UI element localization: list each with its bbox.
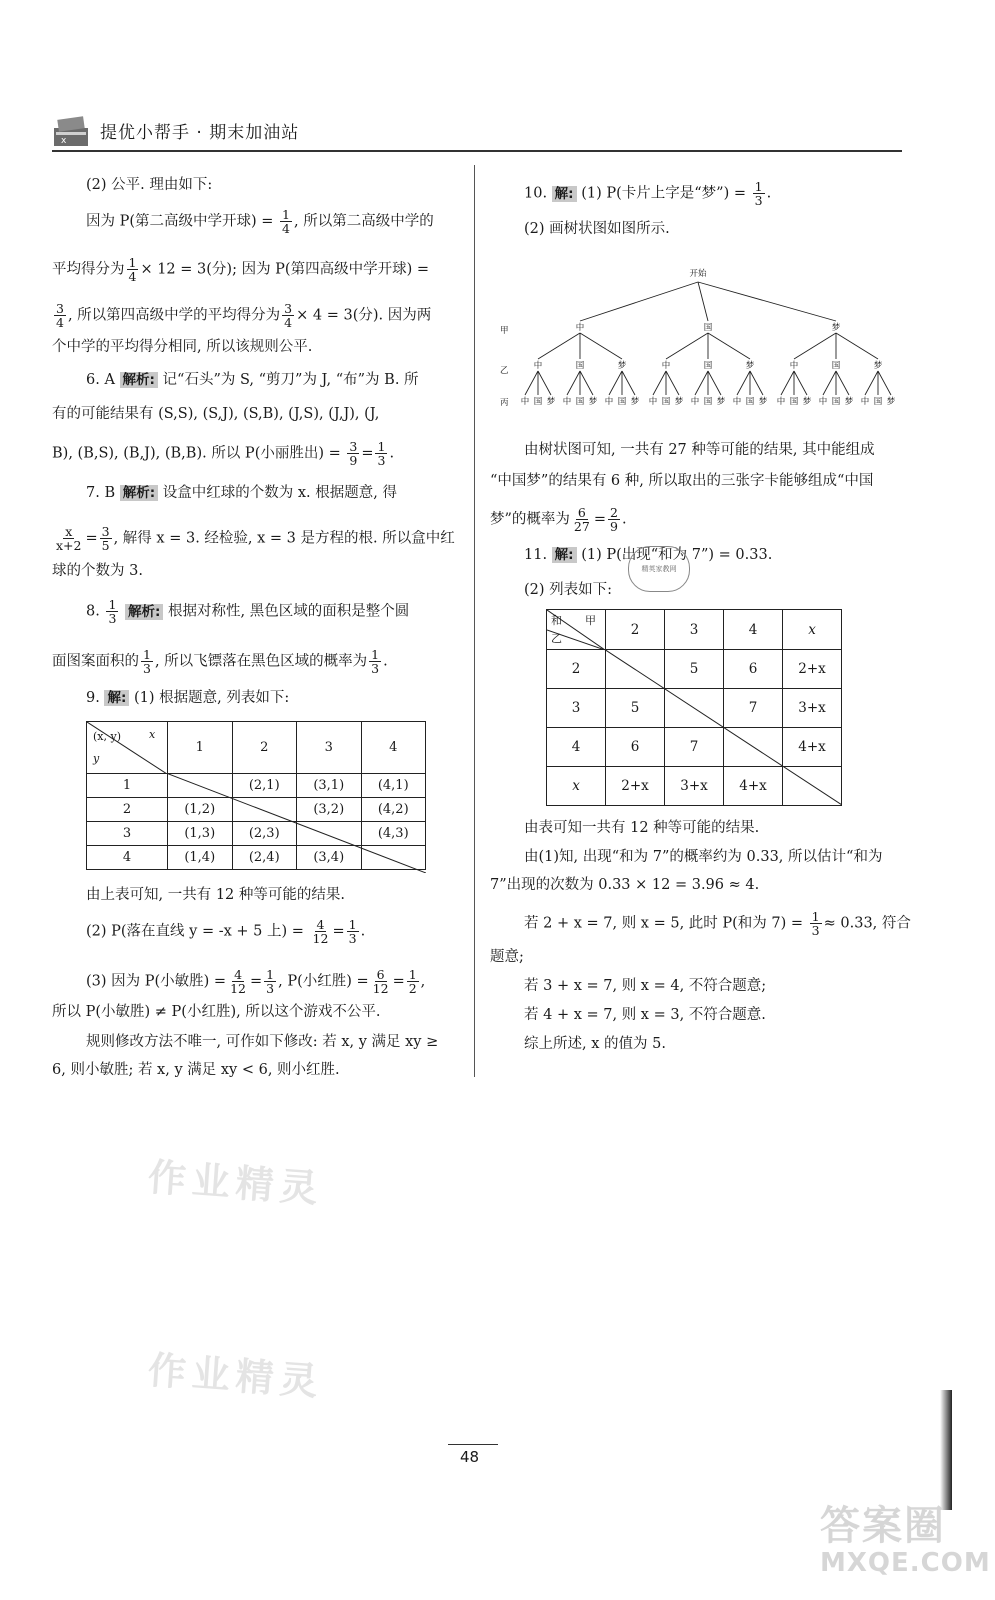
fraction: $\frac{6}{12}$ — [372, 967, 389, 996]
tree-branch — [695, 371, 708, 395]
tree-node-level2: 梦 — [873, 361, 883, 371]
q10-line2: (2) 画树状图如图所示. — [524, 221, 670, 237]
tree-node-level3: 中 — [520, 397, 530, 407]
q9-part2: (2) P(落在直线 y = -x + 5 上) = $\frac{4}{12}$ = $\frac{1}{3}$ . — [86, 917, 366, 946]
q5-line1: 因为 P(第二高级中学开球) = $\frac{1}{4}$ , 所以第二高级中学的 — [86, 207, 434, 236]
q5-part2-heading: (2) 公平. 理由如下: — [86, 177, 213, 193]
q10-after3: 梦”的概率为 $\frac{6}{27}$ = $\frac{2}{9}$ . — [490, 505, 627, 534]
tree-branch — [708, 371, 721, 395]
tree-branch — [580, 282, 698, 321]
tree-node-level3: 中 — [690, 397, 700, 407]
watermark: 作业精灵 — [146, 1154, 326, 1212]
column-header: 3 — [297, 722, 362, 774]
tree-branch — [538, 371, 551, 395]
tree-branch — [794, 371, 807, 395]
tree-node-level2: 梦 — [617, 361, 627, 371]
books-logo-icon — [52, 110, 92, 150]
q11-after4: 若 2 + x = 7, 则 x = 5, 此时 P(和为 7) = $\frac{1}{3}$ ≈ 0.33, 符合 — [524, 909, 911, 938]
table-row: 3 5 7 3+x — [547, 689, 842, 728]
header — [52, 104, 902, 154]
tree-node-level3: 梦 — [758, 397, 768, 407]
q9-line-rule2: 6, 则小敏胜; 若 x, y 满足 xy < 6, 则小红胜. — [52, 1062, 340, 1078]
tree-node-level3: 国 — [661, 397, 671, 407]
fraction: $\frac{3}{4}$ — [284, 301, 293, 330]
fraction: $\frac{1}{3}$ — [377, 439, 386, 468]
tree-node-level3: 中 — [604, 397, 614, 407]
tree-branch — [580, 333, 622, 359]
tree-root-label: 开始 — [689, 269, 707, 279]
column-divider — [474, 165, 475, 1077]
column-header: 2 — [606, 610, 665, 650]
tree-node-level1: 中 — [575, 323, 585, 333]
fraction: $\frac{3}{5}$ — [101, 524, 110, 553]
tree-branch — [823, 371, 836, 395]
table-corner: 甲 和 乙 — [547, 610, 606, 650]
tree-node-level3: 梦 — [674, 397, 684, 407]
tree-branch — [622, 371, 635, 395]
column-header: 3 — [665, 610, 724, 650]
q7-line2: $\frac{x}{x+2}$ = $\frac{3}{5}$ , 解得 x = 3. 经检验, x = 3 是方程的根. 所以盒中红 — [56, 524, 455, 553]
tree-node-level3: 国 — [533, 397, 543, 407]
q11-line1: 11. 解: (1) P(出现“和为 7”) = 0.33. — [524, 547, 773, 563]
fraction: $\frac{x}{x+2}$ — [56, 524, 82, 553]
tree-branch — [609, 371, 622, 395]
q11-after8: 综上所述, x 的值为 5. — [524, 1036, 666, 1052]
tree-branch — [698, 282, 708, 321]
q11-line2: (2) 列表如下: — [524, 582, 613, 598]
tree-node-level3: 梦 — [716, 397, 726, 407]
q11-after2: 由(1)知, 出现“和为 7”的概率约为 0.33, 所以估计“和为 — [524, 849, 883, 865]
fraction: $\frac{1}{3}$ — [811, 909, 820, 938]
tree-node-level3: 中 — [648, 397, 658, 407]
tree-node-level2: 中 — [661, 361, 671, 371]
tree-node-level3: 中 — [818, 397, 828, 407]
solution-tag: 解: — [552, 547, 577, 563]
analysis-tag: 解析: — [120, 485, 158, 501]
tree-node-level3: 中 — [732, 397, 742, 407]
page-number-line — [448, 1444, 498, 1445]
q9-line1: 9. 解: (1) 根据题意, 列表如下: — [86, 690, 290, 706]
q11-after1: 由表可知一共有 12 种等可能的结果. — [524, 820, 760, 836]
q8-line1: 8. $\frac{1}{3}$ 解析: 根据对称性, 黑色区域的面积是整个圆 — [86, 597, 410, 626]
tree-branch — [878, 371, 891, 395]
fraction: $\frac{3}{9}$ — [349, 439, 358, 468]
q10-line1: 10. 解: (1) P(卡片上字是“梦”) = $\frac{1}{3}$ . — [524, 179, 772, 208]
q7-line1: 7. B 解析: 设盒中红球的个数为 x. 根据题意, 得 — [86, 485, 397, 501]
q11-after6: 若 3 + x = 7, 则 x = 4, 不符合题意; — [524, 978, 767, 994]
fraction: $\frac{1}{4}$ — [128, 255, 137, 284]
q6-line3: B), (B,S), (B,J), (B,B). 所以 P(小丽胜出) = $\frac{3}{9}$ = $\frac{1}{3}$ . — [52, 439, 395, 468]
fraction: $\frac{1}{3}$ — [143, 647, 151, 676]
tree-node-level3: 国 — [831, 397, 841, 407]
tree-node-level2: 国 — [575, 361, 585, 371]
q5-line4: 个中学的平均得分相同, 所以该规则公平. — [52, 339, 313, 355]
tree-node-level2: 梦 — [745, 361, 755, 371]
tree-branch — [781, 371, 794, 395]
q11-after7: 若 4 + x = 7, 则 x = 3, 不符合题意. — [524, 1007, 766, 1023]
q9-part3: (3) 因为 P(小敏胜) = $\frac{4}{12}$ = $\frac{1}{3}$ , P(小红胜) = $\frac{6}{12}$ = $\frac{1}{2}$ , — [86, 967, 426, 996]
tree-node-level2: 中 — [533, 361, 543, 371]
fraction: $\frac{4}{12}$ — [230, 967, 246, 996]
table-corner: (x, y) x y — [87, 722, 168, 774]
q9-after-table: 由上表可知, 一共有 12 种等可能的结果. — [86, 887, 345, 903]
tree-node-level3: 中 — [860, 397, 870, 407]
tree-node-level3: 国 — [617, 397, 627, 407]
table-row: 2 5 6 2+x — [547, 650, 842, 689]
tree-node-level3: 梦 — [802, 397, 812, 407]
header-rule — [52, 150, 902, 152]
fraction: $\frac{3}{4}$ — [56, 301, 64, 330]
tree-node-level2: 中 — [789, 361, 799, 371]
tree-node-level3: 梦 — [630, 397, 640, 407]
tree-branch — [737, 371, 750, 395]
tree-level-label: 丙 — [500, 398, 509, 408]
fraction: $\frac{1}{3}$ — [754, 179, 763, 208]
tree-branch — [836, 371, 849, 395]
q9-line-rule: 规则修改方法不唯一, 可作如下修改: 若 x, y 满足 xy ≥ — [86, 1034, 439, 1050]
table-row: 1 (2,1) (3,1) (4,1) — [87, 774, 426, 798]
q11-after3: 7”出现的次数为 0.33 × 12 = 3.96 ≈ 4. — [490, 877, 760, 893]
tree-branch — [653, 371, 666, 395]
header-title: 提优小帮手 · 期末加油站 — [100, 123, 300, 143]
analysis-tag: 解析: — [125, 604, 163, 620]
q9-line-unfair: 所以 P(小敏胜) ≠ P(小红胜), 所以这个游戏不公平. — [52, 1004, 381, 1020]
tree-branch — [666, 333, 708, 359]
tree-branch — [750, 371, 763, 395]
fraction: $\frac{6}{27}$ — [573, 505, 590, 534]
fraction: $\frac{1}{3}$ — [371, 647, 380, 676]
q10-after1: 由树状图可知, 一共有 27 种等可能的结果, 其中能组成 — [524, 442, 875, 458]
watermark: 作业精灵 — [146, 1347, 326, 1405]
tree-node-level3: 梦 — [588, 397, 598, 407]
table-row: 4 6 7 4+x — [547, 728, 842, 767]
page-number: 48 — [460, 1448, 480, 1466]
tree-node-level3: 梦 — [886, 397, 896, 407]
solution-tag: 解: — [552, 186, 577, 202]
column-header: 4 — [724, 610, 783, 650]
tree-branch — [794, 333, 836, 359]
table-row: x 2+x 3+x 4+x — [547, 767, 842, 806]
tree-branch — [538, 333, 580, 359]
table-row: 3 (1,3) (2,3) (4,3) — [87, 822, 426, 846]
tree-branch — [580, 371, 593, 395]
fraction: $\frac{1}{3}$ — [108, 597, 117, 626]
q11-after5: 题意; — [490, 949, 524, 965]
tree-branch — [836, 333, 878, 359]
tree-level-label: 乙 — [500, 366, 509, 376]
svg-text:x: x — [61, 136, 67, 146]
q6-line1: 6. A 解析: 记“石头”为 S, “剪刀”为 J, “布”为 B. 所 — [86, 372, 419, 388]
table-sum-diagonal — [604, 649, 842, 805]
tree-node-level2: 国 — [703, 361, 713, 371]
column-header: 4 — [361, 722, 426, 774]
answer-circle-logo: 答案圈 MXQE.COM — [820, 1503, 991, 1578]
column-header: 1 — [168, 722, 233, 774]
tree-node-level1: 国 — [703, 323, 713, 333]
tree-branch — [525, 371, 538, 395]
column-header: x — [783, 610, 842, 650]
q6-line2: 有的可能结果有 (S,S), (S,J), (S,B), (J,S), (J,J), (J, — [52, 406, 380, 422]
fraction: $\frac{1}{2}$ — [408, 967, 417, 996]
q7-line3: 球的个数为 3. — [52, 563, 143, 579]
tree-branch — [698, 282, 836, 321]
analysis-tag: 解析: — [120, 372, 158, 388]
tree-node-level3: 国 — [575, 397, 585, 407]
table-row: 2 (1,2) (3,2) (4,2) — [87, 798, 426, 822]
q5-line3: $\frac{3}{4}$ , 所以第四高级中学的平均得分为 $\frac{3}{4}$ × 4 = 3(分). 因为两 — [56, 301, 432, 330]
q5-line2: 平均得分为 $\frac{1}{4}$ × 12 = 3(分); 因为 P(第四高级中学开球) = — [52, 255, 430, 284]
fraction: $\frac{1}{4}$ — [282, 207, 290, 236]
column-header: 2 — [232, 722, 297, 774]
q10-after2: “中国梦”的结果有 6 种, 所以取出的三张字卡能够组成“中国 — [490, 473, 874, 489]
tree-branch — [567, 371, 580, 395]
fraction: $\frac{4}{12}$ — [312, 917, 329, 946]
fraction: $\frac{2}{9}$ — [609, 505, 618, 534]
tree-node-level3: 中 — [776, 397, 786, 407]
tree-branch — [865, 371, 878, 395]
table-xy-diagonal — [166, 773, 426, 873]
tree-node-level3: 国 — [745, 397, 755, 407]
tree-node-level3: 梦 — [844, 397, 854, 407]
tree-node-level3: 梦 — [546, 397, 556, 407]
fraction: $\frac{1}{3}$ — [266, 967, 275, 996]
tree-branch — [666, 371, 679, 395]
tree-node-level2: 国 — [831, 361, 841, 371]
tree-node-level3: 中 — [562, 397, 572, 407]
tree-node-level1: 梦 — [831, 323, 841, 333]
tree-node-level3: 国 — [789, 397, 799, 407]
tree-node-level3: 国 — [873, 397, 883, 407]
tree-level-label: 甲 — [500, 326, 509, 336]
fraction: $\frac{1}{3}$ — [348, 917, 357, 946]
tree-branch — [708, 333, 750, 359]
tree-diagram — [496, 262, 900, 412]
q8-line2: 面图案面积的 $\frac{1}{3}$ , 所以飞镖落在黑色区域的概率为 $\frac{1}{3}$ . — [52, 647, 388, 676]
jyeoo-stamp: 精英家教网 — [628, 546, 690, 592]
table-row: 4 (1,4) (2,4) (3,4) — [87, 846, 426, 870]
solution-tag: 解: — [104, 690, 129, 706]
tree-node-level3: 国 — [703, 397, 713, 407]
